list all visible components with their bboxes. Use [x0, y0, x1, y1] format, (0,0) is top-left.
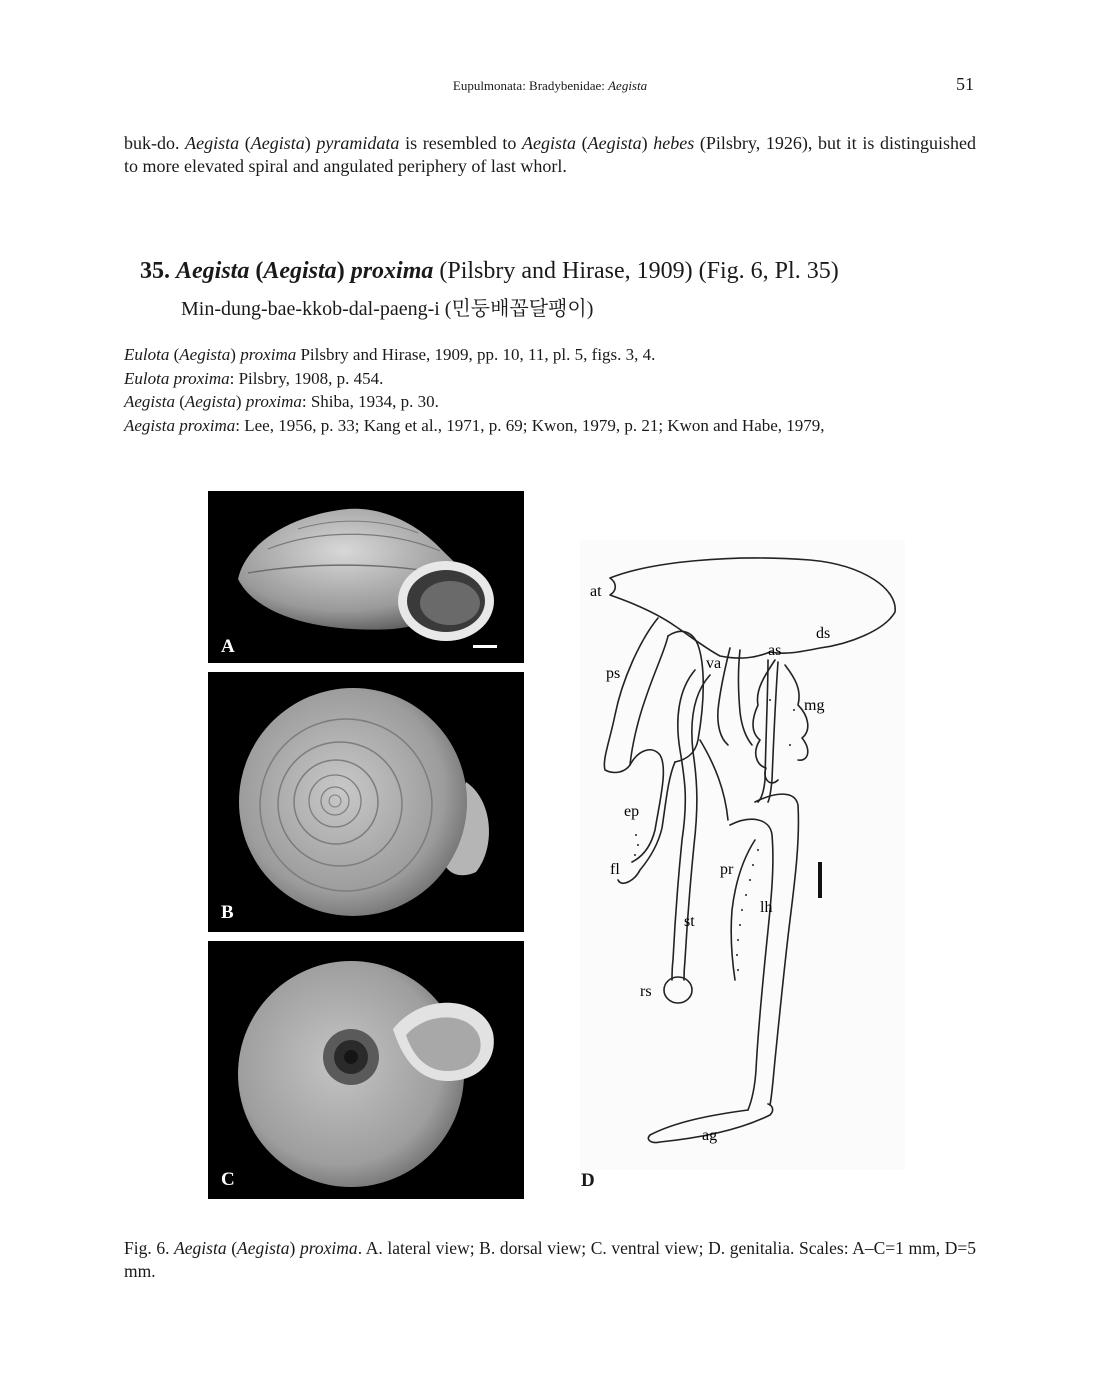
taxon-name: Aegista proxima — [124, 415, 236, 435]
taxon-name: Aegista — [185, 133, 240, 153]
intro-text: ) — [304, 133, 317, 153]
running-head-genus: Aegista — [608, 78, 648, 93]
paren: ( — [226, 1238, 238, 1258]
synonymy-entry — [124, 343, 994, 367]
taxon-name: Aegista — [521, 133, 576, 153]
taxon-name: pyramidata — [316, 133, 400, 153]
paren: ( — [175, 392, 185, 411]
label-ds: ds — [816, 625, 831, 642]
paren: ) — [230, 345, 241, 364]
taxon-name: Aegista — [184, 392, 236, 411]
synonymy-entry — [124, 367, 994, 391]
label-at: at — [590, 583, 602, 600]
taxon-name: Aegista — [587, 133, 642, 153]
label-lh: lh — [760, 899, 773, 916]
running-head — [0, 78, 1100, 94]
label-ag: ag — [702, 1127, 718, 1144]
taxon-name: Aegista — [179, 345, 231, 364]
species-epithet: proxima — [350, 258, 434, 284]
species-authority: (Pilsbry and Hirase, 1909) (Fig. 6, Pl. 35) — [439, 258, 839, 284]
panel-label-d-text: D — [581, 1170, 595, 1191]
synonymy-entry — [124, 414, 994, 438]
label-ep: ep — [624, 803, 640, 820]
paren: ) — [235, 392, 246, 411]
caption-text: . A. lateral view; B. dorsal view; C. ventral view; D. genitalia. Scales: A–C=1 mm, D=5 mm. — [124, 1238, 976, 1281]
running-head-taxonomy: Eupulmonata: Bradybenidae: — [452, 78, 609, 93]
genitalia-drawing — [580, 540, 905, 1170]
taxon-name: Aegista — [124, 392, 175, 411]
shell-ventral-illustration — [208, 941, 524, 1199]
scale-bar — [473, 645, 497, 648]
label-va: va — [706, 655, 722, 672]
label-ps: ps — [606, 665, 621, 682]
shell-dorsal-illustration — [208, 672, 524, 932]
taxon-name: Eulota — [124, 345, 170, 364]
species-number: 35. — [140, 258, 170, 284]
taxon-name: Aegista — [250, 133, 305, 153]
label-pr: pr — [720, 861, 734, 878]
intro-text: ) — [641, 133, 654, 153]
species-genus: Aegista — [176, 258, 250, 284]
label-as: as — [768, 642, 782, 659]
citation: : Shiba, 1934, p. 30. — [301, 392, 439, 411]
paren: ( — [169, 345, 180, 364]
taxon-name: proxima — [245, 392, 302, 411]
intro-text: (Pilsbry, 1926), but it is distinguished to more elevated spiral and angulated periphery of last whorl. — [124, 133, 976, 176]
taxon-name: proxima — [240, 345, 297, 364]
label-mg: mg — [804, 697, 825, 714]
scale-bar — [818, 862, 822, 898]
panel-label-b: B — [221, 902, 234, 923]
intro-text: ( — [239, 133, 251, 153]
citation: : Lee, 1956, p. 33; Kang et al., 1971, p. 69; Kwon, 1979, p. 21; Kwon and Habe, 1979, — [235, 415, 825, 435]
shell-lateral-illustration — [208, 491, 524, 663]
paren: ) — [336, 258, 345, 284]
taxon-name: proxima — [300, 1238, 358, 1258]
intro-text: ( — [575, 133, 588, 153]
intro-text: buk-do. — [124, 133, 186, 153]
photo-lateral-view — [208, 491, 524, 663]
genitalia-illustration — [580, 540, 905, 1170]
paren: ) — [289, 1238, 300, 1258]
taxon-name: Eulota proxima — [124, 368, 230, 388]
intro-text: is resembled to — [399, 133, 522, 153]
paren: ( — [255, 258, 264, 284]
figure-caption — [124, 1237, 976, 1283]
synonymy-entry — [124, 390, 994, 414]
species-heading — [140, 258, 839, 285]
panel-label-a: A — [221, 636, 235, 657]
taxon-name: Aegista — [174, 1238, 227, 1258]
citation: : Pilsbry, 1908, p. 454. — [229, 368, 384, 388]
intro-paragraph — [124, 132, 976, 178]
label-rs: rs — [640, 983, 652, 1000]
taxon-name: hebes — [653, 133, 695, 153]
citation: Pilsbry and Hirase, 1909, pp. 10, 11, pl. 5, figs. 3, 4. — [296, 345, 656, 364]
caption-fig-number: Fig. 6. — [124, 1238, 175, 1258]
label-st: st — [684, 913, 695, 930]
photo-ventral-view — [208, 941, 524, 1199]
panel-label-c: C — [221, 1169, 235, 1190]
taxon-name: Aegista — [237, 1238, 290, 1258]
label-fl: fl — [610, 861, 620, 878]
page-number: 51 — [956, 74, 974, 94]
synonymy-list — [124, 343, 994, 437]
photo-dorsal-view — [208, 672, 524, 932]
vernacular-name: Min-dung-bae-kkob-dal-paeng-i (민둥배꼽달팽이) — [181, 298, 594, 320]
species-subgenus: Aegista — [263, 258, 337, 284]
